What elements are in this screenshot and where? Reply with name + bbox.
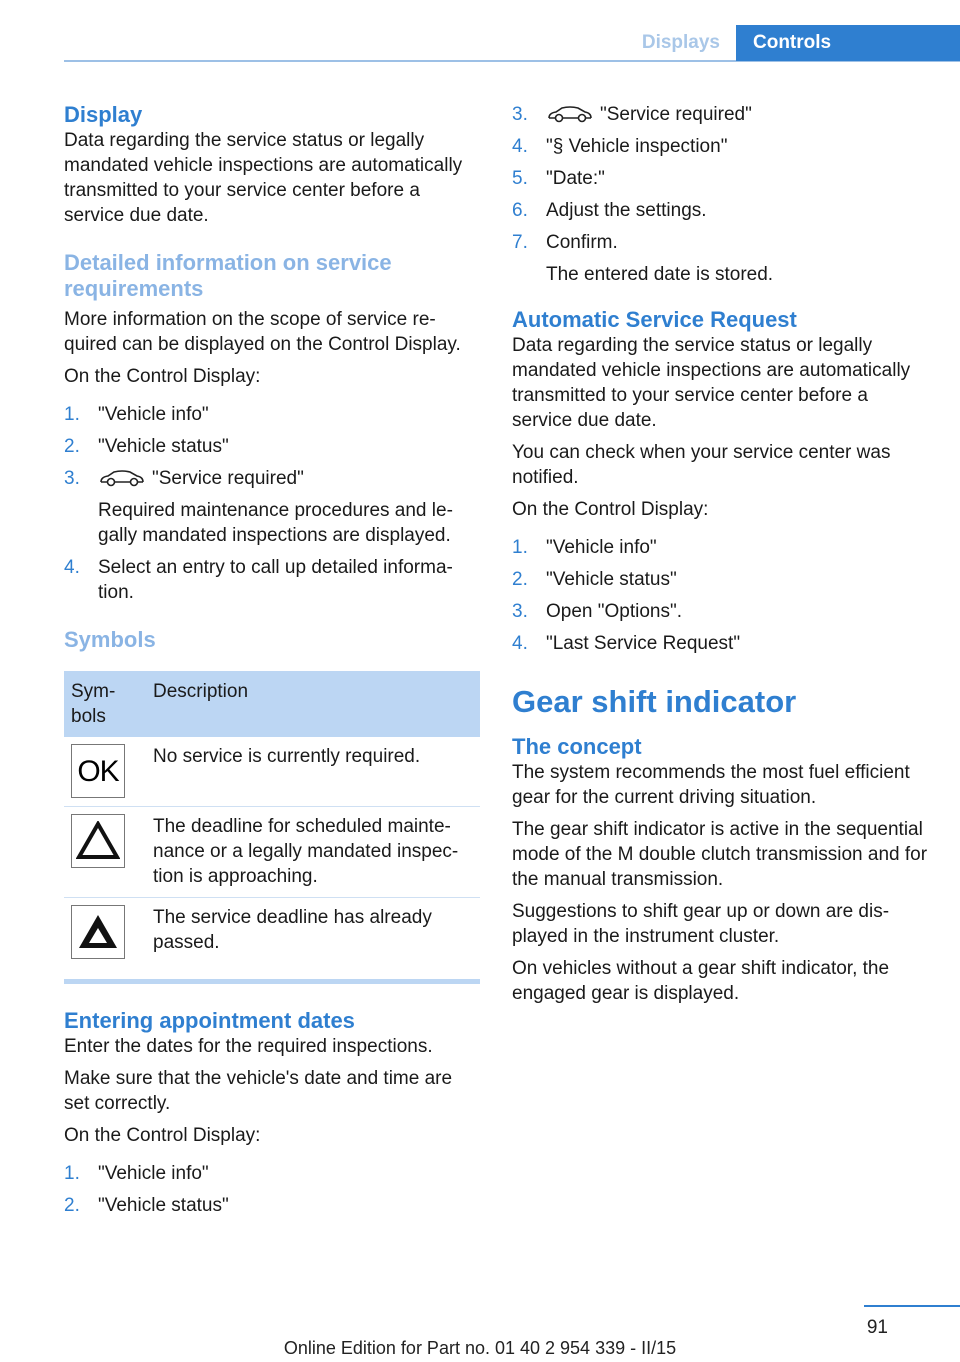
list-item: 7. Confirm. The entered date is stored. bbox=[512, 230, 928, 287]
col-description: Description bbox=[146, 671, 480, 737]
list-item: 3. Open "Options". bbox=[512, 601, 683, 622]
step-detail: Required maintenance procedures and legally mandated inspections are displayed. bbox=[98, 500, 453, 546]
appointment-steps-continued bbox=[512, 102, 928, 287]
asr-heading: Automatic Service Request bbox=[512, 307, 797, 332]
page-number: 91 bbox=[866, 1317, 888, 1338]
warning-triangle-icon bbox=[71, 814, 125, 868]
display-text: Data regarding the service status or legally mandated vehicle inspections are automatically transmitted to your service center before a service due date. bbox=[64, 130, 463, 226]
list-item: 6. Adjust the settings. bbox=[512, 200, 707, 221]
gear-p2: The gear shift indicator is active in the sequential mode of the M double clutch transmission and for the manual transmission. bbox=[512, 819, 928, 890]
appointment-steps bbox=[64, 1161, 480, 1218]
gear-p4: On vehicles without a gear shift indicator, the engaged gear is displayed. bbox=[512, 958, 890, 1004]
detailed-steps bbox=[64, 402, 480, 605]
symbol-description: The service deadline has already passed. bbox=[153, 907, 432, 953]
symbol-description: The deadline for scheduled maintenance or a legally mandated inspection is approaching. bbox=[146, 807, 480, 898]
asr-text2: You can check when your service center was notified. bbox=[512, 442, 891, 488]
appointment-intro: On the Control Display: bbox=[64, 1125, 261, 1146]
page-number-rule bbox=[864, 1305, 960, 1307]
step-detail: The entered date is stored. bbox=[546, 264, 774, 285]
appointment-text1: Enter the dates for the required inspections. bbox=[64, 1036, 433, 1057]
appointment-text2: Make sure that the vehicle's date and time are set correctly. bbox=[64, 1068, 453, 1114]
list-item: 1. "Vehicle info" bbox=[64, 1163, 209, 1184]
col-symbols: Symbols bbox=[64, 671, 146, 737]
symbol-description: No service is currently required. bbox=[146, 737, 480, 807]
table-row bbox=[64, 898, 480, 968]
list-item: 2. "Vehicle status" bbox=[64, 1195, 229, 1216]
car-service-icon bbox=[98, 469, 146, 487]
ok-icon: OK bbox=[71, 744, 125, 798]
list-item: 2. "Vehicle status" bbox=[64, 436, 229, 457]
table-row bbox=[64, 737, 480, 807]
symbols-table bbox=[64, 671, 480, 967]
right-column bbox=[512, 102, 928, 1013]
list-item: 4. Select an entry to call up detailed information. bbox=[64, 557, 453, 603]
detailed-text: More information on the scope of service required can be displayed on the Control Display. bbox=[64, 309, 461, 355]
concept-heading: The concept bbox=[512, 734, 642, 759]
list-item: 1. "Vehicle info" bbox=[512, 537, 657, 558]
table-header bbox=[64, 671, 480, 737]
footer-edition: Online Edition for Part no. 01 40 2 954 339 - II/15 bbox=[283, 1338, 677, 1358]
display-heading: Display bbox=[64, 102, 143, 127]
gear-p1: The system recommends the most fuel efficient gear for the current driving situation. bbox=[512, 762, 910, 808]
header-section: Displays bbox=[641, 32, 720, 53]
car-service-icon bbox=[546, 105, 594, 123]
list-item: 3. "Service required" bbox=[512, 104, 752, 125]
table-end-rule bbox=[64, 979, 480, 984]
list-item: 1. "Vehicle info" bbox=[64, 404, 209, 425]
list-item: 3. "Service required" Required maintenance procedures and legally mandated inspections are displayed. bbox=[64, 466, 480, 548]
list-item: 4. "§ Vehicle inspection" bbox=[512, 136, 728, 157]
gear-p3: Suggestions to shift gear up or down are displayed in the instrument cluster. bbox=[512, 901, 890, 947]
detailed-heading: Detailed information on service requirements bbox=[64, 250, 392, 301]
warning-triangle-filled-icon bbox=[71, 905, 125, 959]
left-column bbox=[64, 102, 480, 1225]
header-chapter-tab: Controls bbox=[736, 25, 960, 61]
list-item: 4. "Last Service Request" bbox=[512, 633, 741, 654]
table-row bbox=[64, 807, 480, 898]
asr-intro: On the Control Display: bbox=[512, 499, 709, 520]
list-item: 5. "Date:" bbox=[512, 168, 605, 189]
detailed-intro: On the Control Display: bbox=[64, 366, 261, 387]
gear-heading: Gear shift indicator bbox=[512, 684, 797, 719]
symbols-heading: Symbols bbox=[64, 627, 156, 652]
asr-steps bbox=[512, 535, 928, 656]
appointment-heading: Entering appointment dates bbox=[64, 1008, 355, 1033]
list-item: 2. "Vehicle status" bbox=[512, 569, 677, 590]
asr-text1: Data regarding the service status or legally mandated vehicle inspections are automatically transmitted to your service center before a service due date. bbox=[512, 335, 911, 431]
